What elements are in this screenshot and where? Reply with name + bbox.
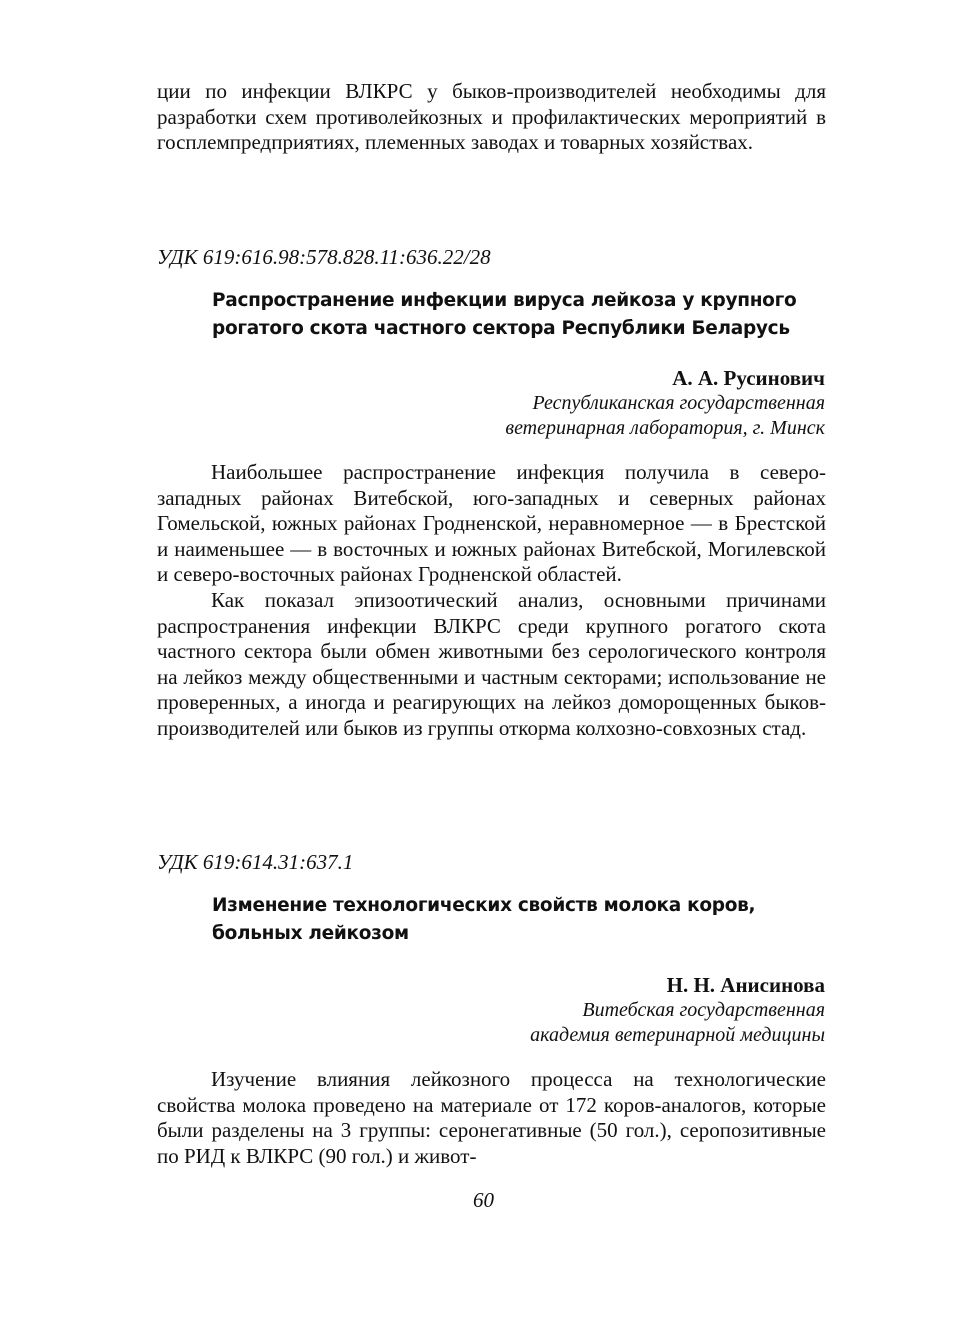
author-name: А. А. Русинович (672, 366, 825, 390)
affiliation-line: ветеринарная лаборатория, г. Минск (505, 417, 825, 439)
title-line: Изменение технологических свойств молока коров, (212, 895, 756, 916)
title-line: больных лейкозом (212, 923, 409, 944)
title-line: Распространение инфекции вируса лейкоза у крупного (212, 290, 797, 311)
paragraph: Наибольшее распространение инфекция получила в северо-западных районах Витебской, юго-западных и северных районах Гомельской, южных районах Гродненской, неравномерное — в Брестской и наименьшее — в восточных и южных районах Витебской, Могилевской и северо-восточных районах Гродненской областей. (157, 460, 826, 587)
article-title (212, 287, 796, 343)
udk-code: УДК 619:614.31:637.1 (157, 850, 354, 874)
paragraph: ции по инфекции ВЛКРС у быков-производителей необходимы для разработки схем противолейкозных и профилактических мероприятий в госплемпредприятиях, племенных заводах и товарных хозяйствах. (157, 79, 826, 155)
paragraph: Изучение влияния лейкозного процесса на технологические свойства молока проведено на материале от 172 коров-аналогов, которые были разделены на 3 группы: серонегативные (50 гол.), серопозитивные по РИД к ВЛКРС (90 гол.) и живот- (157, 1067, 826, 1168)
page-number: 60 (473, 1188, 494, 1212)
affiliation-line: академия ветеринарной медицины (530, 1024, 825, 1046)
author-block (530, 973, 825, 1048)
author-block (505, 366, 825, 441)
paragraph: Как показал эпизоотический анализ, основными причинами распространения инфекции ВЛКРС среди крупного рогатого скота частного сектора были обмен животными без серологического контроля на лейкоз между общественными и частным секторами; использование не проверенных, а иногда и реагирующих на лейкоз доморощенных быков-производителей или быков из группы откорма колхозно-совхозных стад. (157, 587, 826, 740)
title-line: рогатого скота частного сектора Республики Беларусь (212, 318, 790, 339)
continued-paragraph (157, 79, 826, 156)
affiliation-line: Республиканская государственная (532, 392, 825, 414)
affiliation-line: Витебская государственная (582, 999, 825, 1021)
article-body (157, 460, 826, 742)
author-name: Н. Н. Анисинова (666, 973, 825, 997)
udk-code: УДК 619:616.98:578.828.11:636.22/28 (157, 245, 491, 269)
article-body (157, 1067, 826, 1169)
article-title (212, 892, 755, 948)
